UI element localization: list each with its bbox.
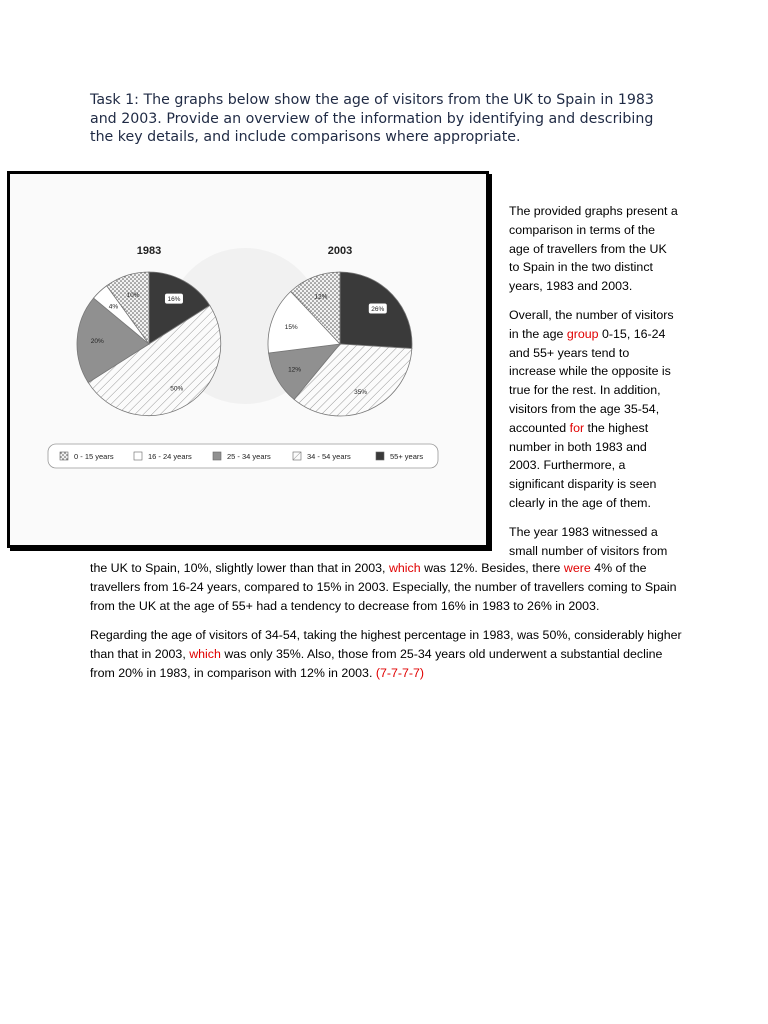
slice-label: 35% bbox=[354, 389, 368, 397]
essay-paragraph-4 bbox=[90, 626, 682, 682]
legend-item bbox=[376, 452, 423, 461]
p3-highlight-which: which bbox=[388, 561, 421, 575]
legend-swatch bbox=[293, 452, 301, 460]
p4-text-a: Regarding the age of visitors of 34-54, taking the highest percentage in 1983, was 50%, considerably higher than that in 2003, bbox=[90, 628, 682, 661]
essay-paragraph-3-continued bbox=[90, 559, 682, 615]
legend-label: 0 - 15 years bbox=[74, 452, 114, 461]
legend-swatch bbox=[376, 452, 384, 460]
essay-side-column bbox=[509, 202, 679, 570]
legend-swatch bbox=[134, 452, 142, 460]
pie-charts-svg bbox=[10, 174, 486, 545]
essay-paragraph-1: The provided graphs present a comparison in terms of the age of travellers from the UK to Spain in the two distinct years, 1983 and 2003. bbox=[509, 204, 678, 294]
legend-label: 34 - 54 years bbox=[307, 452, 351, 461]
p3-text-a: the UK to Spain, 10%, slightly lower than that in 2003, bbox=[90, 561, 389, 575]
slice-label: 4% bbox=[108, 303, 119, 311]
slice-label: 50% bbox=[170, 385, 184, 393]
legend-swatch bbox=[60, 452, 68, 460]
slice-label: 12% bbox=[314, 293, 328, 301]
p2-text-c: the highest number in both 1983 and 2003. Furthermore, a significant disparity is seen clearly in the age of them. bbox=[509, 420, 657, 510]
slice-label: 16% bbox=[167, 296, 181, 304]
p2-highlight-for: for bbox=[569, 420, 585, 435]
essay-paragraph-3-start: The year 1983 witnessed a small number of visitors from bbox=[509, 524, 668, 558]
legend-label: 55+ years bbox=[390, 452, 424, 461]
task-prompt: Task 1: The graphs below show the age of visitors from the UK to Spain in 1983 and 2003. Provide an overview of the information by identifying and describing the key details, and include comparisons where appropriate. bbox=[90, 92, 654, 146]
essay-paragraph-2 bbox=[509, 306, 679, 513]
slice-label: 15% bbox=[284, 323, 298, 331]
slice-label: 12% bbox=[288, 366, 302, 374]
pie-title: 2003 bbox=[327, 245, 353, 257]
chart-legend bbox=[48, 444, 438, 468]
p3-text-b: was 12%. Besides, there bbox=[420, 561, 564, 575]
legend-swatch bbox=[213, 452, 221, 460]
slice-label: 20% bbox=[90, 338, 104, 346]
legend-label: 16 - 24 years bbox=[148, 452, 192, 461]
p2-text-a: Overall, the number of visitors in the age bbox=[509, 307, 674, 341]
pie-title: 1983 bbox=[136, 245, 162, 257]
slice-label: 10% bbox=[126, 292, 140, 300]
p3-text-c: 4% of the travellers from 16-24 years, compared to 15% in 2003. Especially, the number of travellers coming to Spain from the UK at the age of 55+ had a tendency to decrease from 16% in 1983 to 26% in 2003. bbox=[90, 561, 677, 613]
pie-charts-figure bbox=[7, 171, 489, 548]
p4-highlight-word-count: (7-7-7-7) bbox=[375, 665, 425, 680]
p3-highlight-were: were bbox=[563, 561, 591, 575]
p4-text-b: was only 35%. Also, those from 25-34 years old underwent a substantial decline from 20% in 1983, in comparison with 12% in 2003. bbox=[90, 646, 663, 680]
p2-highlight-group: group bbox=[566, 326, 599, 341]
legend-item bbox=[60, 452, 114, 461]
p2-text-b: 0-15, 16-24 and 55+ years tend to increase while the opposite is true for the rest. In addition, visitors from the age 35-54, accounted bbox=[509, 326, 671, 435]
legend-label: 25 - 34 years bbox=[227, 452, 271, 461]
slice-label: 26% bbox=[371, 306, 385, 314]
p4-highlight-which: which bbox=[189, 646, 221, 661]
